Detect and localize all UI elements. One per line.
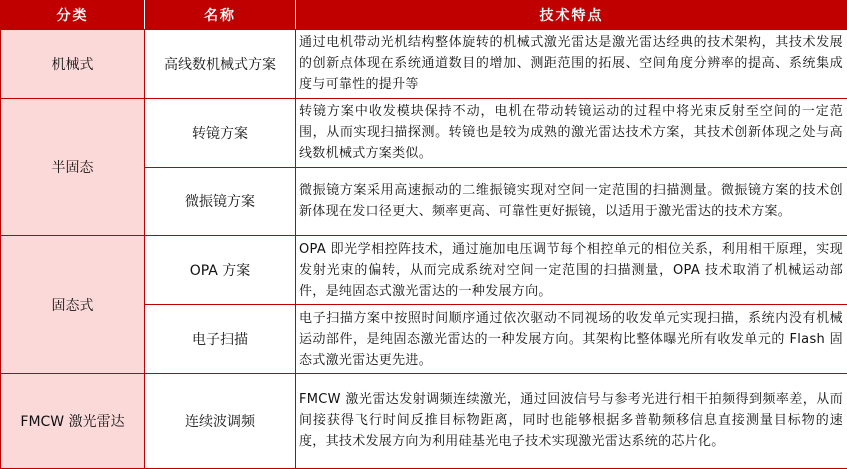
table-header bbox=[1, 1, 847, 30]
feature-cell: 电子扫描方案中按照时间顺序通过依次驱动不同视场的收发单元实现扫描，系统内没有机械运动部件，是纯固态激光雷达的一种发展方向。其架构比整体曝光所有收发单元的 Flash 固态式激光雷达更先进。 bbox=[296, 305, 847, 374]
name-cell: 微振镜方案 bbox=[145, 167, 296, 236]
category-cell: 固态式 bbox=[1, 236, 145, 374]
feature-cell: 通过电机带动光机结构整体旋转的机械式激光雷达是激光雷达经典的技术架构，其技术发展的创新点体现在系统通道数目的增加、测距范围的拓展、空间角度分辨率的提高、系统集成度与可靠性的提升等 bbox=[296, 30, 847, 99]
table-row bbox=[1, 30, 847, 99]
table-row bbox=[1, 98, 847, 167]
header-feature: 技术特点 bbox=[296, 1, 847, 30]
name-cell: 电子扫描 bbox=[145, 305, 296, 374]
category-cell: 半固态 bbox=[1, 98, 145, 236]
category-cell: 机械式 bbox=[1, 30, 145, 99]
table-row bbox=[1, 373, 847, 468]
name-cell: 连续波调频 bbox=[145, 373, 296, 468]
category-cell: FMCW 激光雷达 bbox=[1, 373, 145, 468]
table-body bbox=[1, 30, 847, 469]
name-cell: OPA 方案 bbox=[145, 236, 296, 305]
header-name: 名称 bbox=[145, 1, 296, 30]
feature-cell: 转镜方案中收发模块保持不动，电机在带动转镜运动的过程中将光束反射至空间的一定范围，从而实现扫描探测。转镜也是较为成熟的激光雷达技术方案，其技术创新体现之处与高线数机械式方案类似。 bbox=[296, 98, 847, 167]
feature-cell: 微振镜方案采用高速振动的二维振镜实现对空间一定范围的扫描测量。微振镜方案的技术创新体现在发口径更大、频率更高、可靠性更好振镜，以适用于激光雷达的技术方案。 bbox=[296, 167, 847, 236]
header-row bbox=[1, 1, 847, 30]
header-category: 分类 bbox=[1, 1, 145, 30]
name-cell: 高线数机械式方案 bbox=[145, 30, 296, 99]
feature-cell: OPA 即光学相控阵技术，通过施加电压调节每个相控单元的相位关系，利用相干原理，实现发射光束的偏转，从而完成系统对空间一定范围的扫描测量，OPA 技术取消了机械运动部件，是纯固态式激光雷达的一种发展方向。 bbox=[296, 236, 847, 305]
name-cell: 转镜方案 bbox=[145, 98, 296, 167]
feature-cell: FMCW 激光雷达发射调频连续激光，通过回波信号与参考光进行相干拍频得到频率差，从而间接获得飞行时间反推目标物距离，同时也能够根据多普勒频移信息直接测量目标物的速度，其技术发展方向为利用硅基光电子技术实现激光雷达系统的芯片化。 bbox=[296, 373, 847, 468]
table-row bbox=[1, 236, 847, 305]
